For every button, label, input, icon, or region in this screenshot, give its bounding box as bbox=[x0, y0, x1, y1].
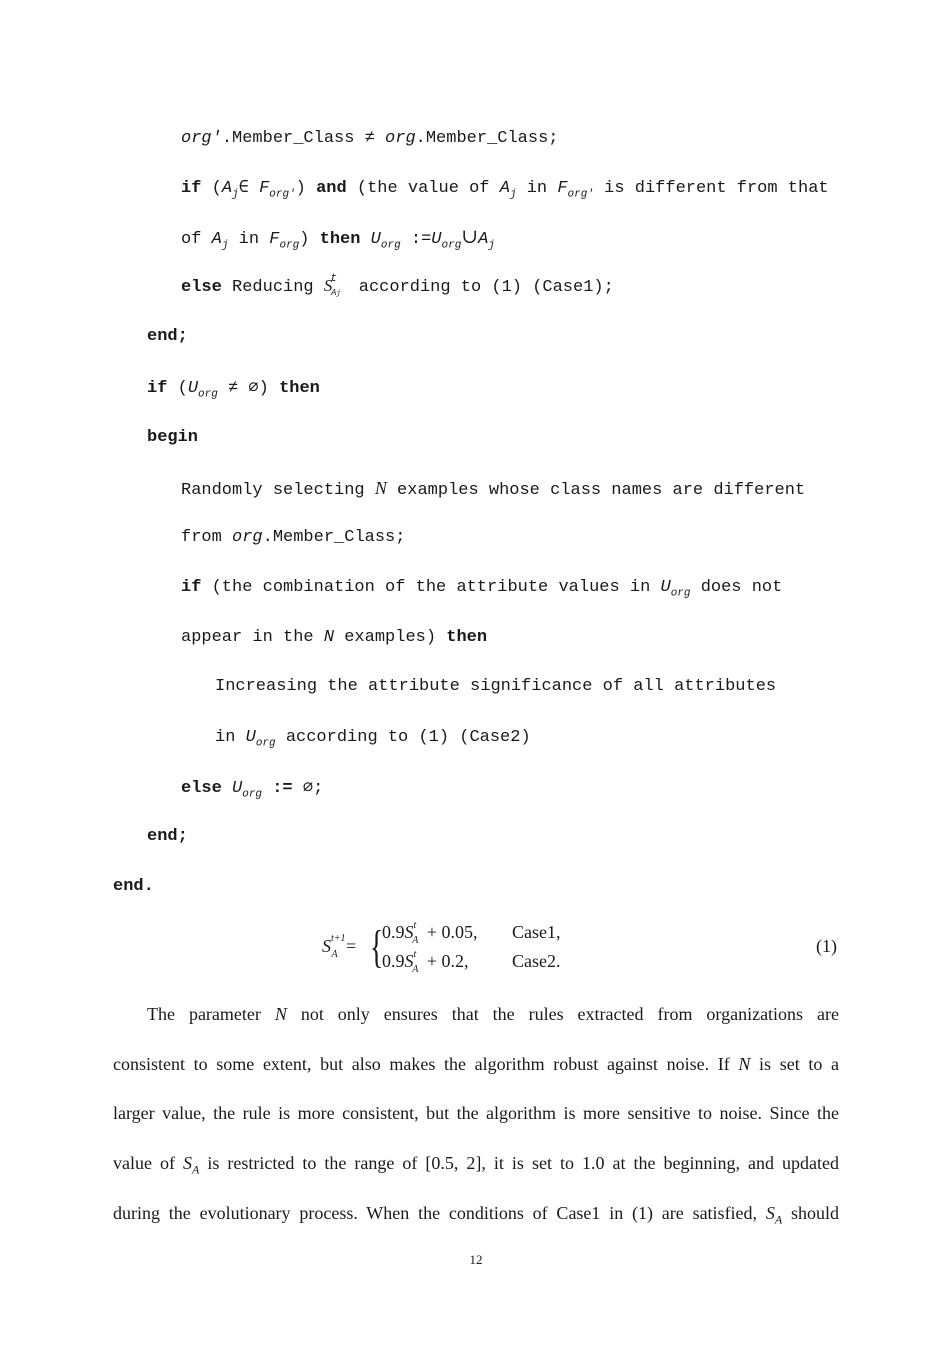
keyword-else: else bbox=[181, 779, 222, 798]
code-line-1: org′.Member_Class ≠ org.Member_Class; bbox=[181, 129, 559, 148]
paragraph-line-3: larger value, the rule is more consistent, but the algorithm is more sensitive to noise. Since the bbox=[113, 1103, 839, 1123]
code-line-7 bbox=[147, 427, 198, 449]
equation-case2-row: $0.9S^t_A + 0.2$, Case2. bbox=[382, 949, 561, 975]
code-line-6: if ($U_{org}$ ≠ ∅) then bbox=[147, 379, 320, 401]
code-line-8: Randomly selecting N examples whose class names are different bbox=[181, 478, 806, 500]
paragraph-line-2: consistent to some extent, but also makes the algorithm robust against noise. If N is set to a bbox=[113, 1054, 839, 1074]
keyword-then: then bbox=[279, 379, 320, 398]
var-org-prime: org′ bbox=[181, 129, 222, 148]
code-line-11: appear in the N examples) then bbox=[181, 628, 488, 647]
code-line-4: else Reducing $S^t_{Aj}$ according to (1) (Case1); bbox=[181, 273, 614, 299]
keyword-then: then bbox=[319, 230, 361, 249]
keyword-and: and bbox=[316, 179, 347, 198]
keyword-if: if bbox=[181, 179, 202, 198]
code-line-10: if (the combination of the attribute values in $U_{org}$ does not bbox=[181, 578, 783, 600]
keyword-then: then bbox=[446, 628, 488, 647]
equation-case1-row: $0.9S^t_A + 0.05$, Case1, bbox=[382, 920, 561, 946]
keyword-end: end; bbox=[147, 827, 188, 846]
code-line-16 bbox=[113, 876, 154, 898]
code-line-5 bbox=[147, 326, 188, 348]
equation-1 bbox=[322, 920, 842, 980]
code-line-9: from org.Member_Class; bbox=[181, 528, 406, 547]
equation-lhs: $S^{t+1}_A$ = bbox=[322, 933, 357, 960]
code-line-13: in $U_{org}$ according to (1) (Case2) bbox=[215, 728, 531, 750]
var-org: org bbox=[385, 129, 416, 148]
paragraph-line-1: The parameter N not only ensures that the rules extracted from organizations are bbox=[147, 1004, 839, 1024]
equation-number: (1) bbox=[816, 936, 837, 956]
keyword-end: end; bbox=[147, 327, 188, 346]
paragraph-line-4: value of $S_A$ is restricted to the range of [0.5, 2], it is set to 1.0 at the beginning, and updated bbox=[113, 1153, 839, 1177]
code-line-12: Increasing the attribute significance of all attributes bbox=[215, 677, 777, 696]
code-line-14: else $U_{org}$ := ∅; bbox=[181, 779, 324, 801]
equation-brace: { bbox=[370, 921, 384, 972]
code-line-15 bbox=[147, 826, 188, 848]
paragraph-line-5: during the evolutionary process. When the conditions of Case1 in (1) are satisfied, $S_A$ should bbox=[113, 1203, 840, 1227]
keyword-if: if bbox=[181, 578, 202, 597]
keyword-begin: begin bbox=[147, 428, 199, 447]
page-number: 12 bbox=[469, 1252, 483, 1267]
code-line-2: if ($A_j\in$ $F_{org'}$) and (the value of $A_j$ in $F_{org'}$ is different from that bbox=[181, 179, 829, 201]
keyword-if: if bbox=[147, 379, 168, 398]
keyword-else: else bbox=[181, 278, 222, 297]
keyword-end-final: end. bbox=[113, 877, 154, 896]
code-line-3: of $A_j$ in $F_{org}$) then $U_{org}$ $:=U_{org}\cup A_j$ bbox=[181, 226, 495, 252]
